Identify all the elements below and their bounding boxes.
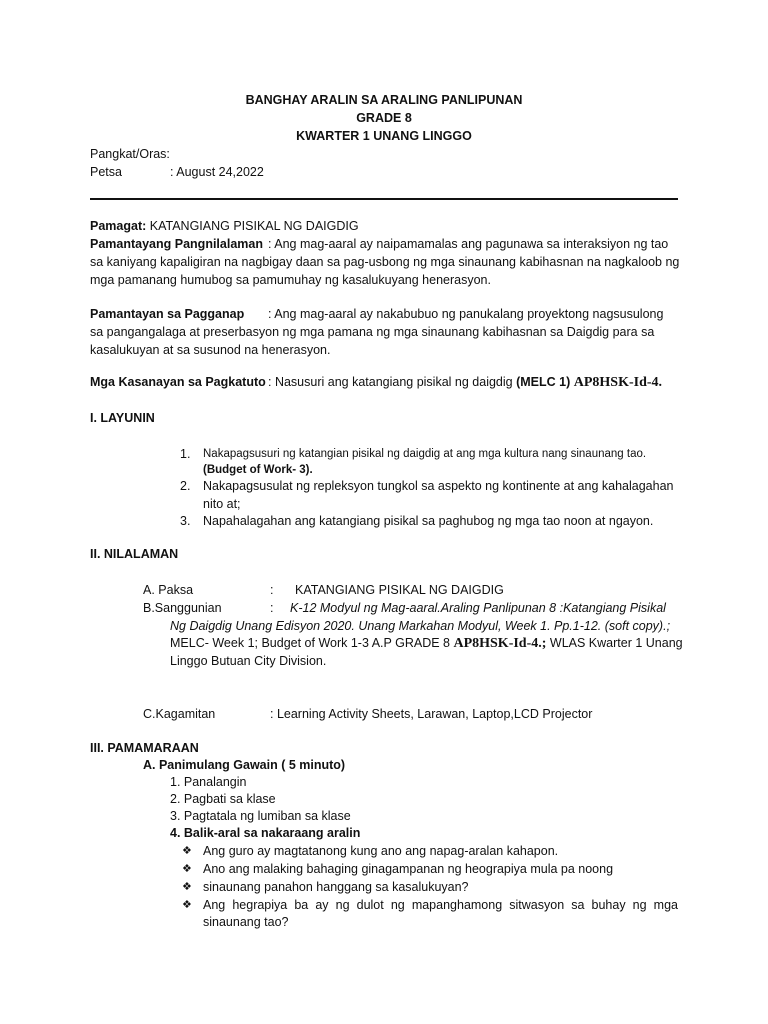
header-divider	[90, 198, 678, 200]
sanggunian-line3-a: MELC- Week 1; Budget of Work 1-3 A.P GRADE 8	[170, 636, 454, 650]
layunin-num-1: 1.	[180, 447, 191, 461]
nilalaman-heading: II. NILALAMAN	[90, 547, 179, 561]
step-3: 3. Pagtatala ng lumiban sa klase	[170, 809, 351, 823]
pagganap-line1: : Ang mag-aaral ay nakabubuo ng panukalang proyektong nagsusulong	[268, 307, 664, 321]
pangnilalaman-line1: : Ang mag-aaral ay naipamamalas ang pagunawa sa interaksiyon ng tao	[268, 237, 669, 251]
diamond-bullet-icon: ❖	[182, 845, 192, 857]
paksa-value: KATANGIANG PISIKAL NG DAIGDIG	[295, 583, 504, 597]
title-line-3: KWARTER 1 UNANG LINGGO	[296, 129, 472, 143]
sanggunian-colon: :	[270, 601, 274, 615]
bullet-item-4-cont: sinaunang tao?	[203, 915, 289, 929]
pangnilalaman-label: Pamantayang Pangnilalaman	[90, 237, 263, 251]
layunin-heading: I. LAYUNIN	[90, 411, 155, 425]
kasanayan-value: : Nasusuri ang katangiang pisikal ng daigdig	[268, 375, 513, 389]
sanggunian-line3-c: WLAS Kwarter 1 Unang	[546, 636, 683, 650]
panimulang-gawain: A. Panimulang Gawain ( 5 minuto)	[143, 758, 346, 772]
bullet-item-4: Ang hegrapiya ba ay ng dulot ng mapanghamong sitwasyon sa buhay ng mga	[203, 898, 678, 912]
layunin-num-2: 2.	[180, 479, 191, 493]
diamond-bullet-icon: ❖	[182, 881, 192, 893]
sanggunian-label: B.Sanggunian	[143, 601, 222, 615]
bullet-item-2: Ano ang malaking bahaging ginagampanan ng heograpiya mula pa noong	[203, 862, 614, 876]
bullet-item-1: Ang guro ay magtatanong kung ano ang napag-aralan kahapon.	[203, 844, 559, 858]
layunin-num-3: 3.	[180, 514, 191, 528]
kagamitan-value: : Learning Activity Sheets, Larawan, Laptop,LCD Projector	[270, 707, 593, 721]
sanggunian-line4: Linggo Butuan City Division.	[170, 654, 327, 668]
sanggunian-line1: K-12 Modyul ng Mag-aaral.Araling Panlipunan 8 :Katangiang Pisikal	[290, 601, 666, 615]
pamagat-label: Pamagat:	[90, 219, 147, 233]
paksa-colon: :	[270, 583, 274, 597]
pamagat-value: KATANGIANG PISIKAL NG DAIGDIG	[146, 219, 359, 233]
sanggunian-line2: Ng Daigdig Unang Edisyon 2020. Unang Markahan Modyul, Week 1. Pp.1-12. (soft copy).;	[170, 619, 671, 633]
pangnilalaman-line2: sa kaniyang kapaligiran na nagbigay daan sa pag-usbong ng mga sinaunang kabihasnan na nagkaloob ng	[90, 255, 680, 269]
layunin-item-1-line1: Nakapagsusuri ng katangian pisikal ng daigdig at ang mga kultura nang sinaunang tao.	[203, 448, 647, 460]
layunin-item-2-line2: nito at;	[203, 497, 241, 511]
petsa-label: Petsa	[90, 165, 122, 179]
diamond-bullet-icon: ❖	[182, 899, 192, 911]
layunin-item-3-line1: Napahalagahan ang katangiang pisikal sa paghubog ng mga tao noon at ngayon.	[203, 514, 654, 528]
sanggunian-code: AP8HSK-Id-4.;	[453, 636, 547, 651]
title-line-2: GRADE 8	[356, 111, 412, 125]
petsa-value: : August 24,2022	[170, 165, 264, 179]
kasanayan-line	[268, 374, 662, 391]
pangkat-label: Pangkat/Oras:	[90, 147, 170, 161]
sanggunian-line3	[170, 635, 683, 652]
pangnilalaman-line3: mga pamanang humubog sa pamumuhay ng kasalukuyang henerasyon.	[90, 273, 491, 287]
step-2: 2. Pagbati sa klase	[170, 792, 276, 806]
step-4: 4. Balik-aral sa nakaraang aralin	[170, 826, 361, 840]
pagganap-line3: kasalukuyan at sa susunod na henerasyon.	[90, 343, 331, 357]
pamamaraan-heading: III. PAMAMARAAN	[90, 741, 199, 755]
kasanayan-code: AP8HSK-Id-4.	[573, 375, 663, 390]
layunin-item-2-line1: Nakapagsusulat ng repleksyon tungkol sa aspekto ng kontinente at ang kahalagahan	[203, 479, 674, 493]
paksa-label: A. Paksa	[143, 583, 194, 597]
bullet-item-3: sinaunang panahon hanggang sa kasalukuyan?	[203, 880, 469, 894]
pamagat-line	[90, 218, 680, 235]
diamond-bullet-icon: ❖	[182, 863, 192, 875]
title-line-1: BANGHAY ARALIN SA ARALING PANLIPUNAN	[245, 93, 523, 107]
kasanayan-label: Mga Kasanayan sa Pagkatuto	[90, 375, 266, 389]
pagganap-label: Pamantayan sa Pagganap	[90, 307, 245, 321]
pagganap-line2: sa pangangalaga at preserbasyon ng mga pamana ng mga sinaunang kabihasnan sa Daigdig para sa	[90, 325, 655, 339]
kagamitan-label: C.Kagamitan	[143, 707, 216, 721]
layunin-item-1-line2: (Budget of Work- 3).	[203, 464, 313, 476]
step-1: 1. Panalangin	[170, 775, 247, 789]
kasanayan-melc: (MELC 1)	[516, 375, 571, 389]
